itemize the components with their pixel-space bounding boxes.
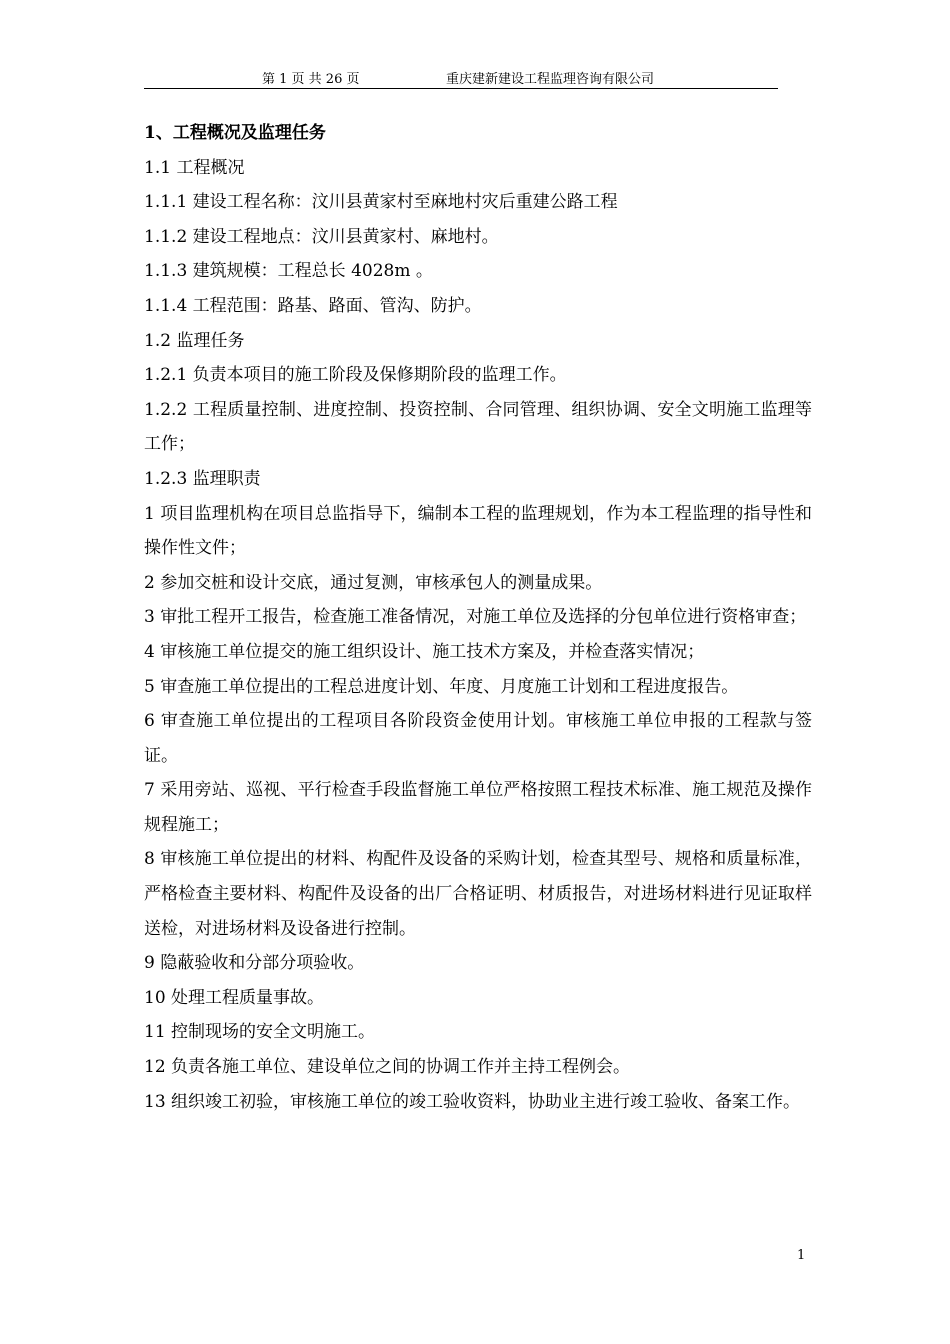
paragraph: 1.1.3 建筑规模：工程总长 4028m 。 xyxy=(144,261,433,282)
paragraph: 1.2 监理任务 xyxy=(144,330,245,351)
header-company-name: 重庆建新建设工程监理咨询有限公司 xyxy=(446,72,655,87)
paragraph: 4 审核施工单位提交的施工组织设计、施工技术方案及，并检查落实情况； xyxy=(144,641,705,662)
paragraph: 5 审查施工单位提出的工程总进度计划、年度、月度施工计划和工程进度报告。 xyxy=(144,676,739,697)
paragraph: 11 控制现场的安全文明施工。 xyxy=(144,1022,376,1043)
section-title: 1、工程概况及监理任务 xyxy=(144,123,326,143)
paragraph: 7 采用旁站、巡视、平行检查手段监督施工单位严格按照工程技术标准、施工规范及操作规程施工； xyxy=(144,780,812,835)
header-page-info: 第 1 页 共 26 页 xyxy=(262,72,360,87)
paragraph: 9 隐蔽验收和分部分项验收。 xyxy=(144,953,365,974)
paragraph: 10 处理工程质量事故。 xyxy=(144,987,325,1008)
paragraph: 1.1 工程概况 xyxy=(144,157,245,178)
paragraph: 1.2.3 监理职责 xyxy=(144,468,261,489)
paragraph: 1.1.1 建设工程名称：汶川县黄家村至麻地村灾后重建公路工程 xyxy=(144,192,618,213)
paragraph: 1 项目监理机构在项目总监指导下，编制本工程的监理规划，作为本工程监理的指导性和操作性文件； xyxy=(144,503,812,559)
paragraph: 1.2.1 负责本项目的施工阶段及保修期阶段的监理工作。 xyxy=(144,365,567,386)
paragraph: 1.1.4 工程范围：路基、路面、管沟、防护。 xyxy=(144,295,482,316)
paragraph: 2 参加交桩和设计交底，通过复测，审核承包人的测量成果。 xyxy=(144,572,603,593)
paragraph: 1.1.2 建设工程地点：汶川县黄家村、麻地村。 xyxy=(144,226,499,247)
paragraph: 12 负责各施工单位、建设单位之间的协调工作并主持工程例会。 xyxy=(144,1057,631,1078)
paragraph: 13 组织竣工初验，审核施工单位的竣工验收资料，协助业主进行竣工验收、备案工作。 xyxy=(144,1091,801,1112)
document-body xyxy=(144,116,812,1119)
paragraph: 1.2.2 工程质量控制、进度控制、投资控制、合同管理、组织协调、安全文明施工监理等工作； xyxy=(144,399,812,455)
paragraph: 8 审核施工单位提出的材料、构配件及设备的采购计划，检查其型号、规格和质量标准，严格检查主要材料、构配件及设备的出厂合格证明、材质报告，对进场材料进行见证取样送检，对进场材料及设备进行控制。 xyxy=(144,849,812,939)
page-header xyxy=(144,66,778,89)
page-number: 1 xyxy=(797,1248,806,1263)
paragraph: 6 审查施工单位提出的工程项目各阶段资金使用计划。审核施工单位申报的工程款与签证。 xyxy=(144,711,812,766)
paragraph: 3 审批工程开工报告，检查施工准备情况，对施工单位及选择的分包单位进行资格审查； xyxy=(144,607,807,628)
